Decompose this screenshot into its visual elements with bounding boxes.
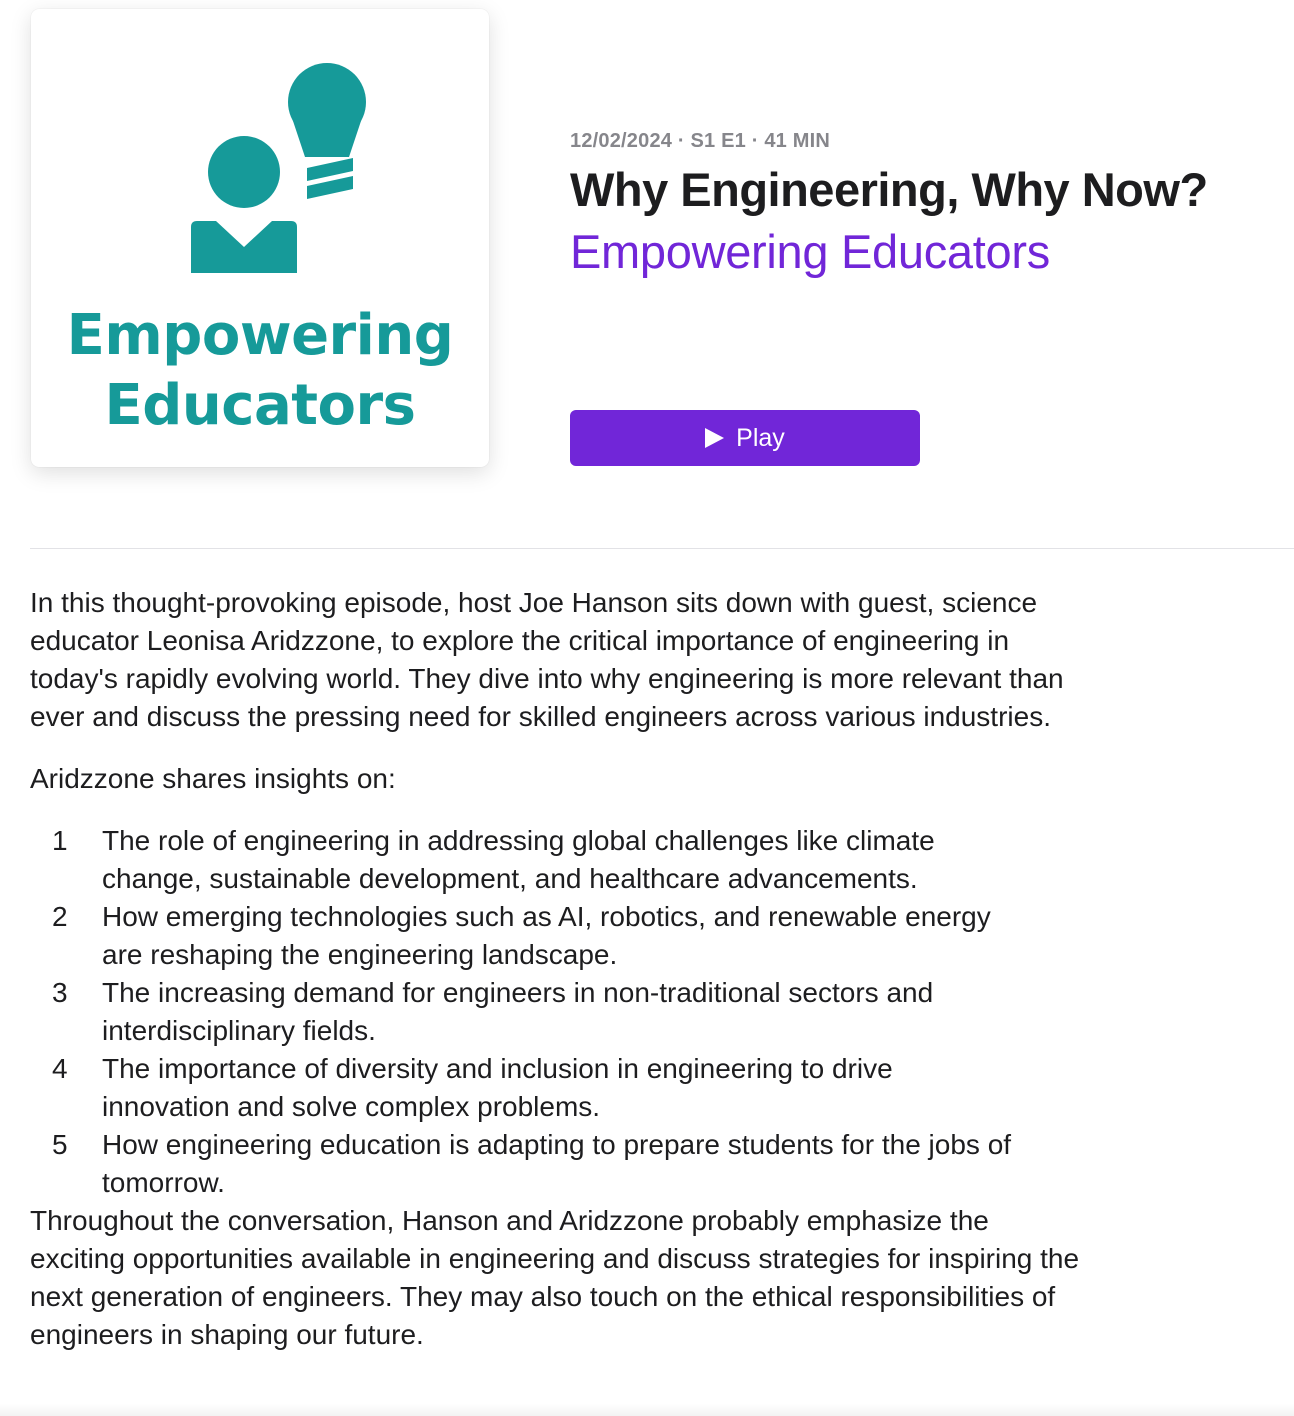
list-item-number: 2 (52, 901, 68, 932)
description-intro: In this thought-provoking episode, host Joe Hanson sits down with guest, science educator Leonisa Aridzzone, to explore the critical importance of engineering in today's rapidly evolving world. They dive into why engineering is more relevant than ever and discuss the pressing need for skilled engineers across various industries. (30, 587, 1064, 732)
list-item (30, 822, 1022, 898)
person-lightbulb-icon (31, 9, 489, 309)
list-item (30, 898, 1022, 974)
insights-heading: Aridzzone shares insights on: (30, 763, 396, 794)
insights-list (30, 822, 1090, 1202)
podcast-artwork (31, 9, 489, 467)
episode-description (30, 584, 1090, 1354)
description-outro: Throughout the conversation, Hanson and Aridzzone probably emphasize the exciting opportunities available in engineering and discuss strategies for inspiring the next generation of engineers. They may also touch on the ethical responsibilities of engineers in shaping our future. (30, 1205, 1080, 1350)
play-button-label: Play (736, 423, 785, 452)
list-item (30, 1050, 1022, 1126)
show-name-link[interactable]: Empowering Educators (570, 225, 1050, 278)
list-item (30, 974, 1022, 1050)
list-item-number: 4 (52, 1053, 68, 1084)
artwork-title-line1: Empowering (66, 303, 454, 368)
play-icon (705, 428, 724, 448)
artwork-title-line2: Educators (104, 373, 416, 438)
list-item-text: How emerging technologies such as AI, robotics, and renewable energy are reshaping the engineering landscape. (102, 901, 991, 970)
list-item-number: 5 (52, 1129, 68, 1160)
list-item-text: How engineering education is adapting to prepare students for the jobs of tomorrow. (102, 1129, 1012, 1198)
play-button[interactable] (570, 410, 920, 466)
list-item-text: The role of engineering in addressing global challenges like climate change, sustainable development, and healthcare advancements. (102, 825, 935, 894)
episode-title: Why Engineering, Why Now? (570, 163, 1208, 216)
list-item (30, 1126, 1022, 1202)
list-item-number: 1 (52, 825, 68, 856)
bottom-edge-shade (0, 1404, 1294, 1416)
list-item-number: 3 (52, 977, 68, 1008)
episode-meta: 12/02/2024 · S1 E1 · 41 MIN (570, 130, 830, 152)
divider (30, 548, 1294, 549)
list-item-text: The increasing demand for engineers in non-traditional sectors and interdisciplinary fields. (102, 977, 934, 1046)
list-item-text: The importance of diversity and inclusion in engineering to drive innovation and solve complex problems. (102, 1053, 893, 1122)
